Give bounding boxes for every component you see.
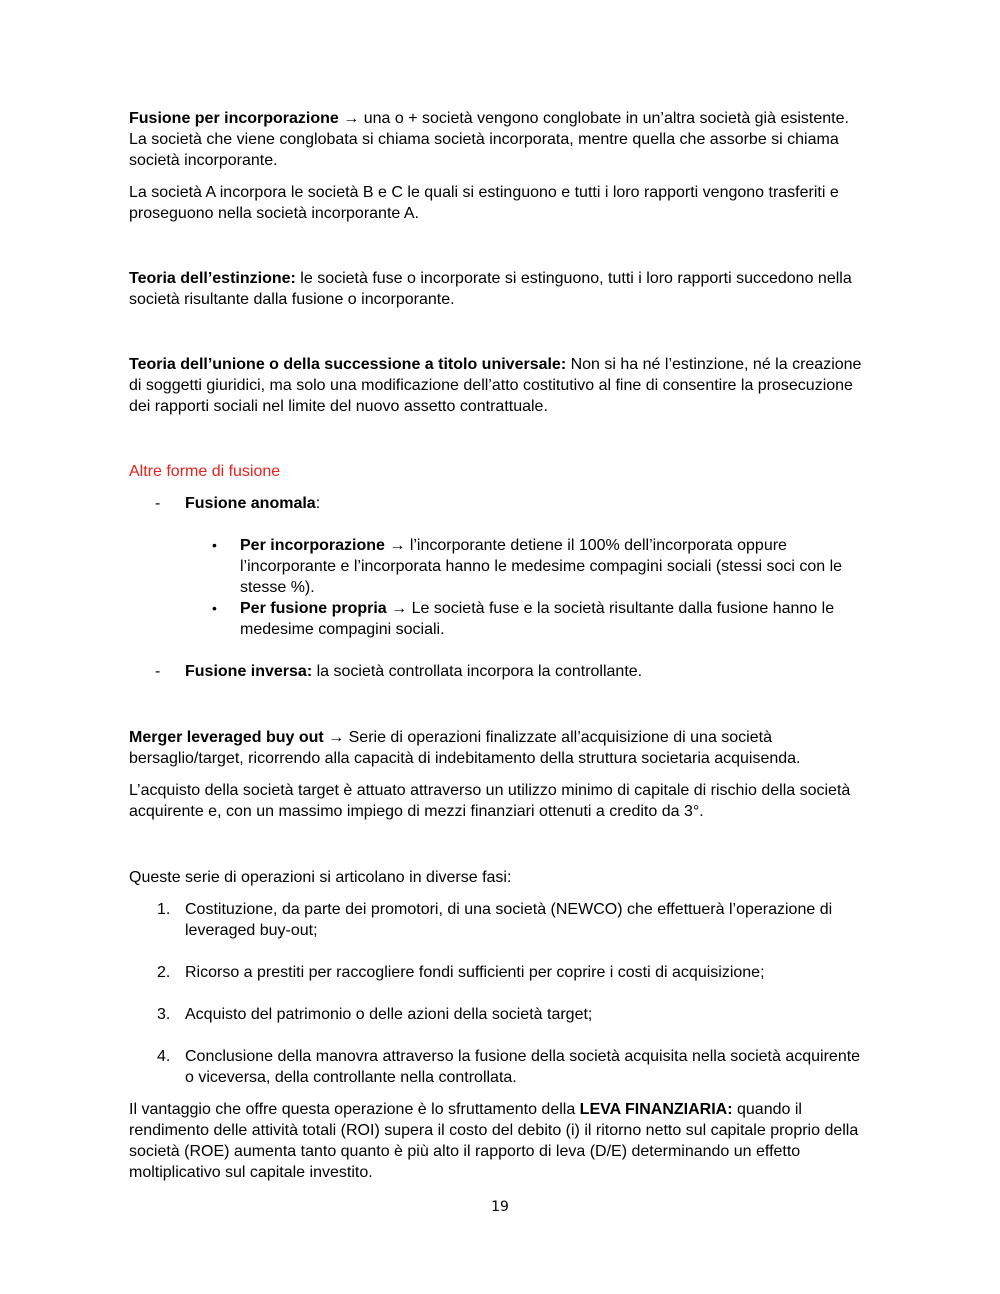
paragraph-mlbo: [129, 727, 871, 769]
list-number: 3.: [157, 1006, 171, 1023]
document-page: [129, 108, 871, 1183]
list-item-fusione-inversa: [129, 661, 871, 682]
list-item-fase-3: [129, 1004, 871, 1025]
paragraph-fasi-intro: Queste serie di operazioni si articolano in diverse fasi:: [129, 869, 512, 886]
term-fusione-incorporazione: Fusione per incorporazione: [129, 110, 339, 127]
term-teoria-estinzione: Teoria dell’estinzione:: [129, 270, 296, 287]
list-item-text: Le società fuse e la società risultante dalla fusione hanno le medesime compagini sociali.: [240, 600, 835, 638]
paragraph-text: le società fuse o incorporate si estinguono, tutti i loro rapporti succedono nella società risultante dalla fusione o incorporante.: [129, 270, 852, 308]
list-number: 4.: [157, 1048, 171, 1065]
paragraph-text: una o + società vengono conglobate in un’altra società già esistente. La società che viene conglobata si chiama società incorporata, mentre quella che assorbe si chiama società incorporante.: [129, 110, 849, 169]
paragraph-text: Non si ha né l’estinzione, né la creazione di soggetti giuridici, ma solo una modificazione dell’atto costitutivo al fine di consentire la prosecuzione dei rapporti sociali nel limite del nuovo assetto contrattuale.: [129, 356, 862, 415]
list-item-text: Conclusione della manovra attraverso la fusione della società acquisita nella società acquirente o viceversa, della controllante nella controllata.: [185, 1048, 861, 1086]
arrow-icon: →: [328, 729, 345, 746]
arrow-icon: →: [391, 600, 408, 617]
list-item-text: l’incorporante detiene il 100% dell’incorporata oppure l’incorporante e l’incorporata hanno le medesime compagini sociali (stessi soci con le stesse %).: [240, 537, 843, 596]
bullet-list-anomala: [129, 535, 871, 640]
term-leva-finanziaria: LEVA FINANZIARIA:: [579, 1101, 733, 1118]
paragraph-fusione-incorporazione: [129, 108, 871, 171]
bullet-marker: •: [212, 600, 217, 616]
list-item-fase-1: [129, 899, 871, 941]
term-teoria-unione: Teoria dell’unione o della successione a titolo universale:: [129, 356, 567, 373]
paragraph-text: quando il rendimento delle attività totali (ROI) supera il costo del debito (i) il ritorno netto sul capitale proprio della società (ROE) aumenta tanto quanto è più alto il rapporto di leva (D/E) determinando un effetto moltiplicativo sul capitale investito.: [129, 1101, 859, 1181]
term-per-fusione-propria: Per fusione propria: [240, 600, 387, 617]
dash-marker: -: [155, 663, 161, 680]
arrow-icon: →: [389, 537, 406, 554]
page-number: 19: [491, 1199, 509, 1215]
list-item-fase-2: [129, 962, 871, 983]
paragraph-esempio: La società A incorpora le società B e C le quali si estinguono e tutti i loro rapporti vengono trasferiti e proseguono nella società incorporante A.: [129, 184, 839, 222]
list-item-text: Acquisto del patrimonio o delle azioni della società target;: [185, 1006, 593, 1023]
list-item: [212, 535, 871, 598]
list-item-text: Ricorso a prestiti per raccogliere fondi sufficienti per coprire i costi di acquisizione;: [185, 964, 765, 981]
term-per-incorporazione: Per incorporazione: [240, 537, 385, 554]
list-item-text: la società controllata incorpora la controllante.: [312, 663, 643, 680]
paragraph-text: Il vantaggio che offre questa operazione è lo sfruttamento della: [129, 1101, 580, 1118]
dash-marker: -: [155, 495, 161, 512]
colon: :: [315, 495, 321, 512]
paragraph-leva-finanziaria: [129, 1099, 871, 1183]
term-fusione-inversa: Fusione inversa:: [185, 663, 313, 680]
term-mlbo: Merger leveraged buy out: [129, 729, 324, 746]
arrow-icon: →: [343, 110, 360, 127]
list-item-fase-4: [129, 1046, 871, 1088]
list-item: [212, 598, 871, 640]
paragraph-teoria-estinzione: [129, 268, 871, 310]
bullet-marker: •: [212, 537, 217, 553]
list-number: 2.: [157, 964, 171, 981]
list-item-fusione-anomala: [129, 493, 871, 514]
list-item-text: Costituzione, da parte dei promotori, di una società (NEWCO) che effettuerà l’operazione di leveraged buy-out;: [185, 901, 833, 939]
paragraph-teoria-unione: [129, 354, 871, 417]
paragraph-acquisto: L’acquisto della società target è attuato attraverso un utilizzo minimo di capitale di rischio della società acquirente e, con un massimo impiego di mezzi finanziari ottenuti a credito da 3°.: [129, 782, 851, 820]
paragraph-text: Serie di operazioni finalizzate all’acquisizione di una società bersaglio/target, ricorrendo alla capacità di indebitamento della struttura societaria acquisenda.: [129, 729, 801, 767]
list-number: 1.: [157, 901, 171, 918]
term-fusione-anomala: Fusione anomala: [185, 495, 316, 512]
section-heading-altre-forme: Altre forme di fusione: [129, 463, 281, 480]
